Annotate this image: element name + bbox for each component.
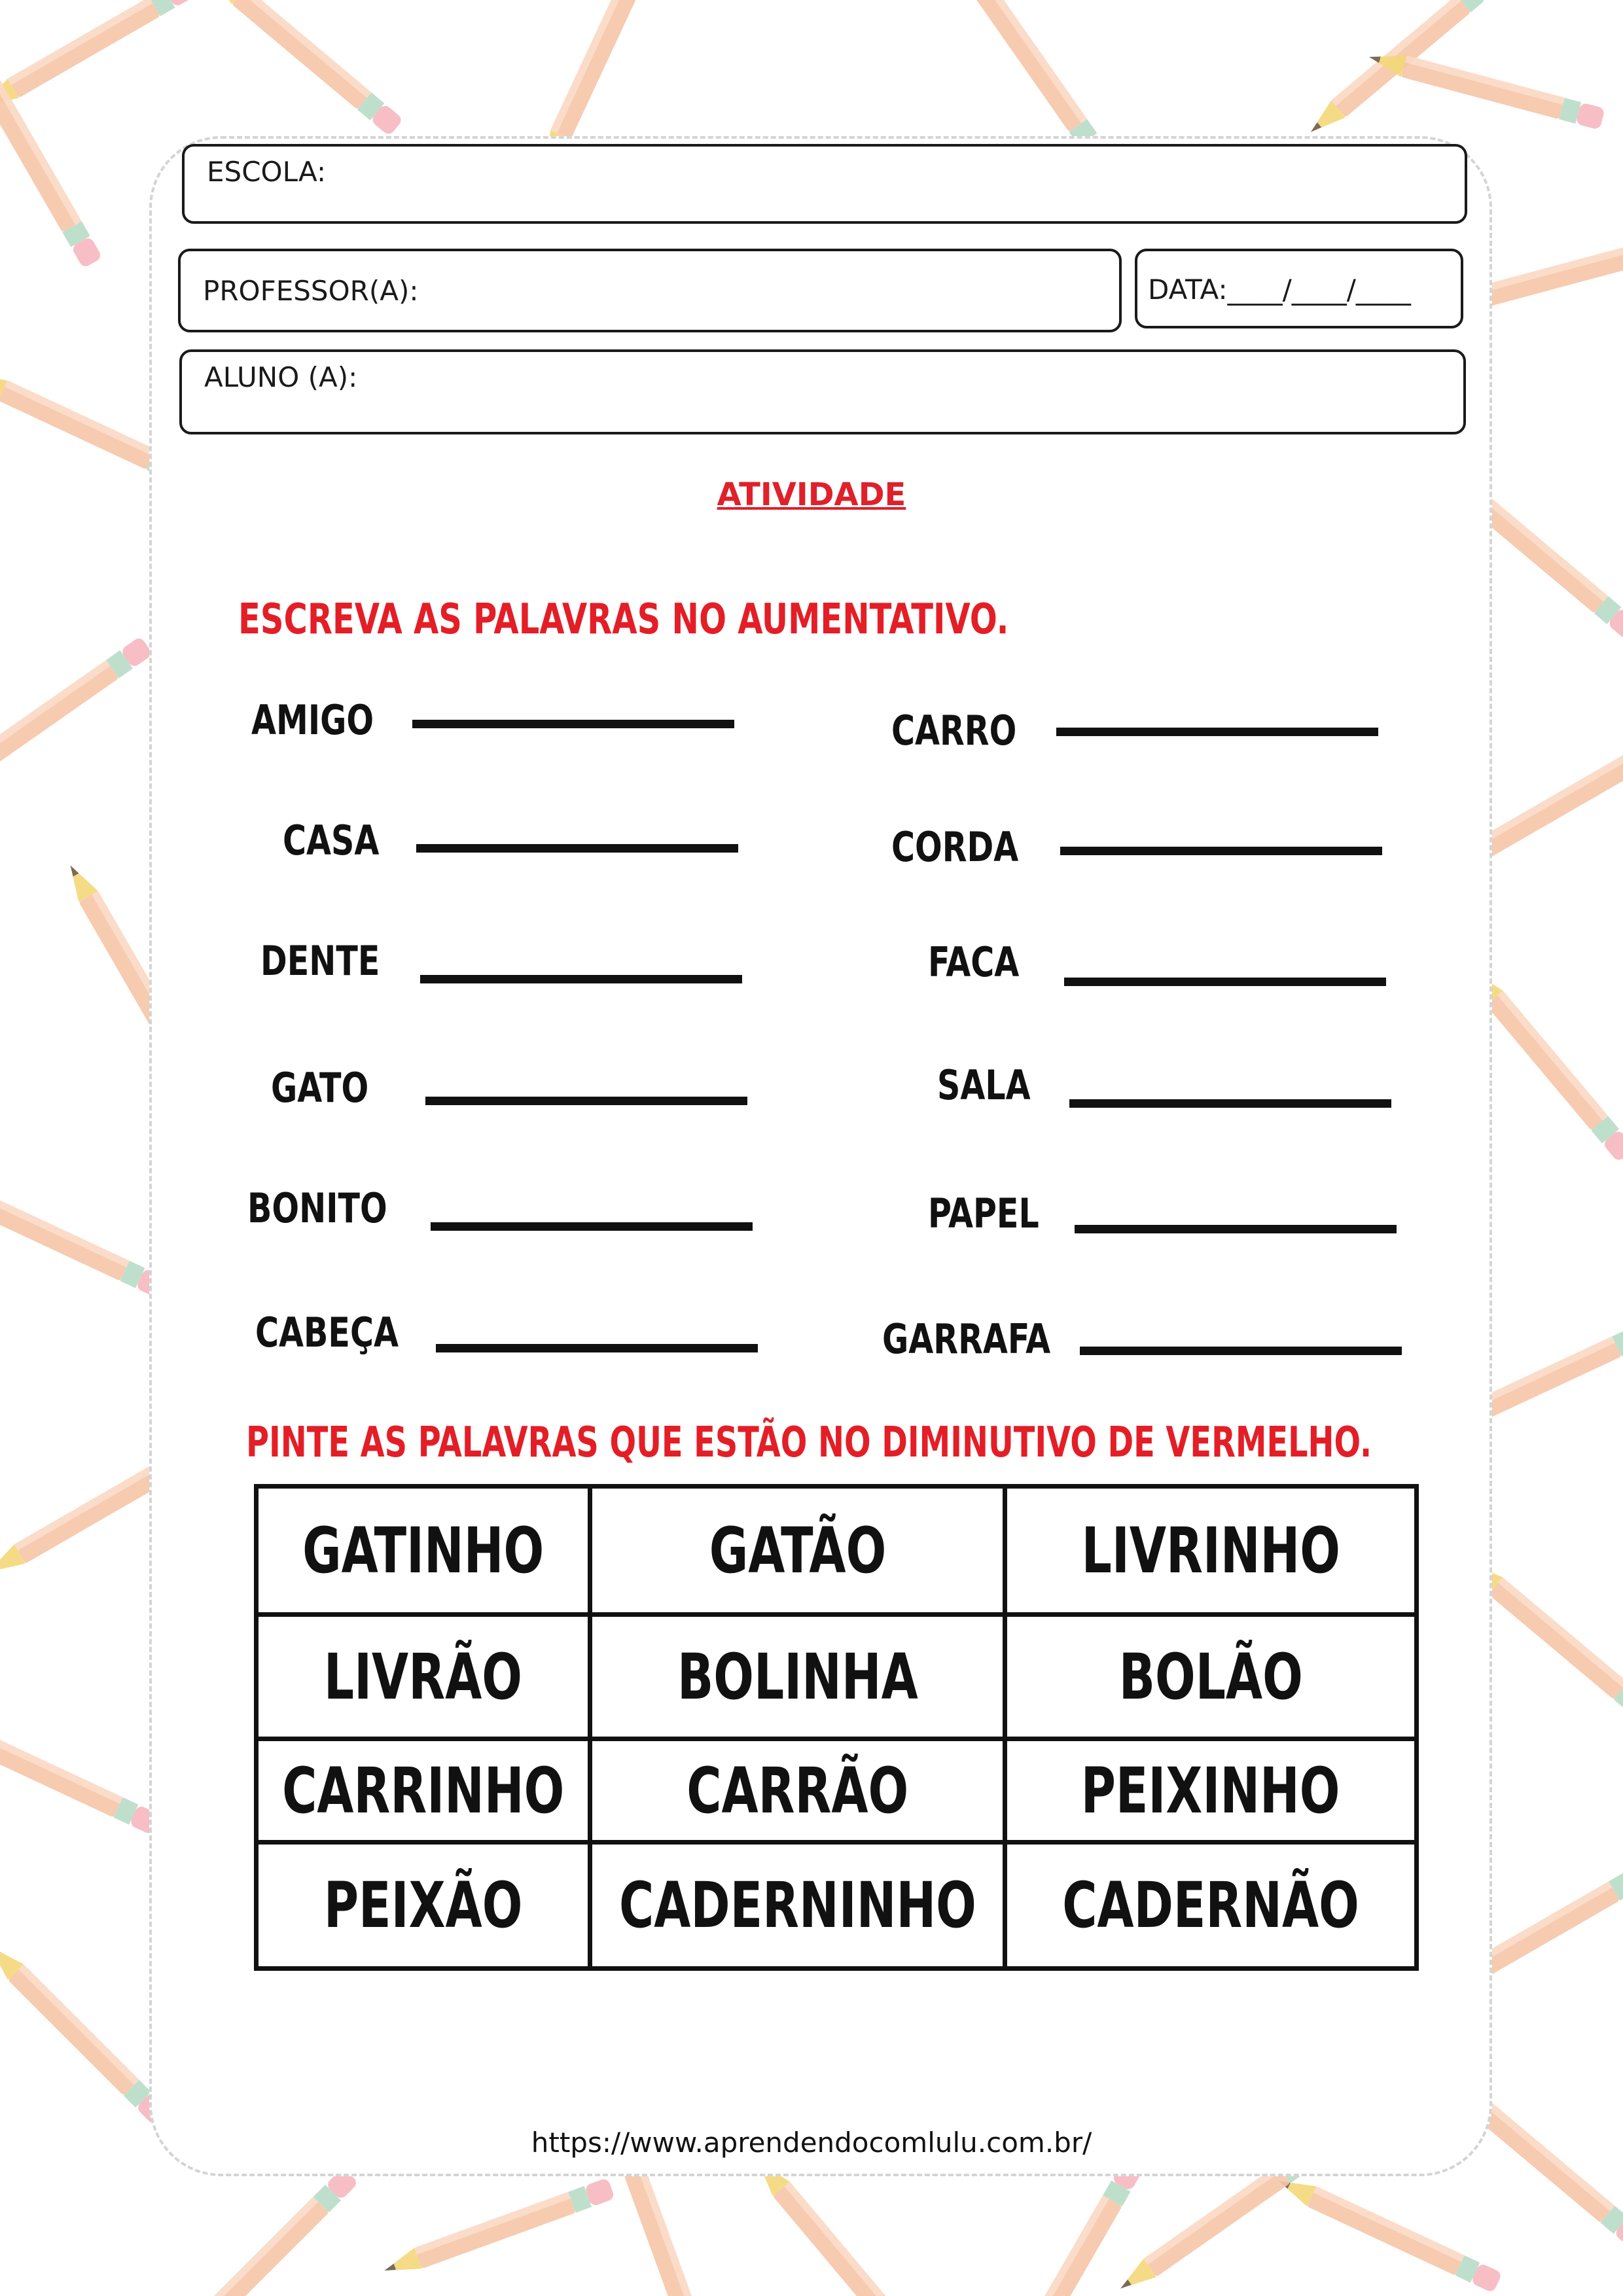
word-coloring-table <box>254 1484 1419 1971</box>
pencil-icon <box>381 2178 615 2281</box>
word-right-1: CARRO <box>891 707 1017 754</box>
word-cell[interactable] <box>592 1741 1007 1845</box>
word-right-3: FACA <box>928 938 1020 986</box>
teacher-field[interactable] <box>178 249 1122 332</box>
word-cell[interactable] <box>1007 1489 1414 1617</box>
answer-line-left-6[interactable] <box>436 1344 758 1352</box>
word-cell[interactable] <box>592 1617 1007 1741</box>
school-label: ESCOLA: <box>207 156 327 188</box>
pencil-icon <box>1366 46 1605 130</box>
pencil-icon <box>0 1176 168 1299</box>
answer-line-right-5[interactable] <box>1075 1225 1397 1233</box>
answer-line-left-3[interactable] <box>420 975 742 983</box>
word-cell[interactable] <box>1007 1845 1414 1966</box>
word-cell[interactable] <box>259 1741 592 1845</box>
activity-title: ATIVIDADE <box>717 476 906 513</box>
answer-line-right-2[interactable] <box>1060 847 1382 855</box>
word-cell-text: BOLÃO <box>1118 1640 1303 1714</box>
word-cell-text: CARRINHO <box>281 1754 565 1828</box>
answer-line-left-2[interactable] <box>416 844 738 853</box>
student-field[interactable] <box>179 349 1466 434</box>
date-label: DATA:____/____/____ <box>1148 274 1411 306</box>
word-cell-text: PEIXÃO <box>323 1869 523 1942</box>
word-left-5: BONITO <box>247 1184 387 1232</box>
word-cell[interactable] <box>259 1489 592 1617</box>
answer-line-left-4[interactable] <box>425 1097 747 1105</box>
word-left-6: CABEÇA <box>255 1309 399 1356</box>
pencil-icon <box>0 1713 161 1835</box>
exercise2-instruction: PINTE AS PALAVRAS QUE ESTÃO NO DIMINUTIVO DE VERMELHO. <box>246 1419 1372 1467</box>
pencil-icon <box>204 0 404 136</box>
word-cell[interactable] <box>259 1845 592 1966</box>
pencil-icon <box>172 2167 359 2296</box>
answer-line-right-4[interactable] <box>1069 1099 1391 1108</box>
pencil-icon <box>1274 2171 1503 2293</box>
word-right-6: GARRAFA <box>882 1315 1051 1363</box>
word-cell[interactable] <box>592 1489 1007 1617</box>
word-cell-text: CARRÃO <box>687 1754 908 1828</box>
word-cell-text: PEIXINHO <box>1081 1754 1340 1828</box>
answer-line-left-1[interactable] <box>412 720 734 728</box>
word-cell[interactable] <box>592 1845 1007 1966</box>
word-cell-text: CADERNÃO <box>1062 1869 1359 1942</box>
word-right-4: SALA <box>937 1061 1031 1109</box>
school-field[interactable] <box>182 144 1467 224</box>
word-cell-text: LIVRÃO <box>323 1640 523 1714</box>
exercise1-instruction: ESCREVA AS PALAVRAS NO AUMENTATIVO. <box>238 595 1009 644</box>
pencil-icon <box>0 0 197 116</box>
answer-line-right-6[interactable] <box>1080 1347 1402 1355</box>
word-cell-text: LIVRINHO <box>1081 1513 1340 1587</box>
word-cell-text: CADERNINHO <box>618 1869 976 1942</box>
word-cell-text: GATINHO <box>302 1513 544 1587</box>
word-left-4: GATO <box>271 1064 369 1112</box>
answer-line-left-5[interactable] <box>431 1222 753 1231</box>
word-cell[interactable] <box>1007 1741 1414 1845</box>
date-field[interactable] <box>1135 249 1463 328</box>
teacher-label: PROFESSOR(A): <box>203 275 419 307</box>
word-left-3: DENTE <box>260 937 380 985</box>
word-right-2: CORDA <box>891 823 1019 871</box>
pencil-icon <box>0 636 153 793</box>
footer-url: https://www.aprendendocomlulu.com.br/ <box>531 2127 1092 2159</box>
word-cell[interactable] <box>259 1617 592 1741</box>
answer-line-right-1[interactable] <box>1056 728 1378 736</box>
word-cell-text: BOLINHA <box>677 1640 918 1714</box>
word-left-2: CASA <box>283 817 380 864</box>
word-right-5: PAPEL <box>928 1190 1039 1237</box>
answer-line-right-3[interactable] <box>1064 978 1386 986</box>
pencil-icon <box>1003 2159 1143 2296</box>
word-cell-text: GATÃO <box>709 1513 886 1587</box>
pencil-icon <box>0 1939 169 2125</box>
word-cell[interactable] <box>1007 1617 1414 1741</box>
student-label: ALUNO (A): <box>204 361 358 393</box>
word-left-1: AMIGO <box>251 696 374 744</box>
